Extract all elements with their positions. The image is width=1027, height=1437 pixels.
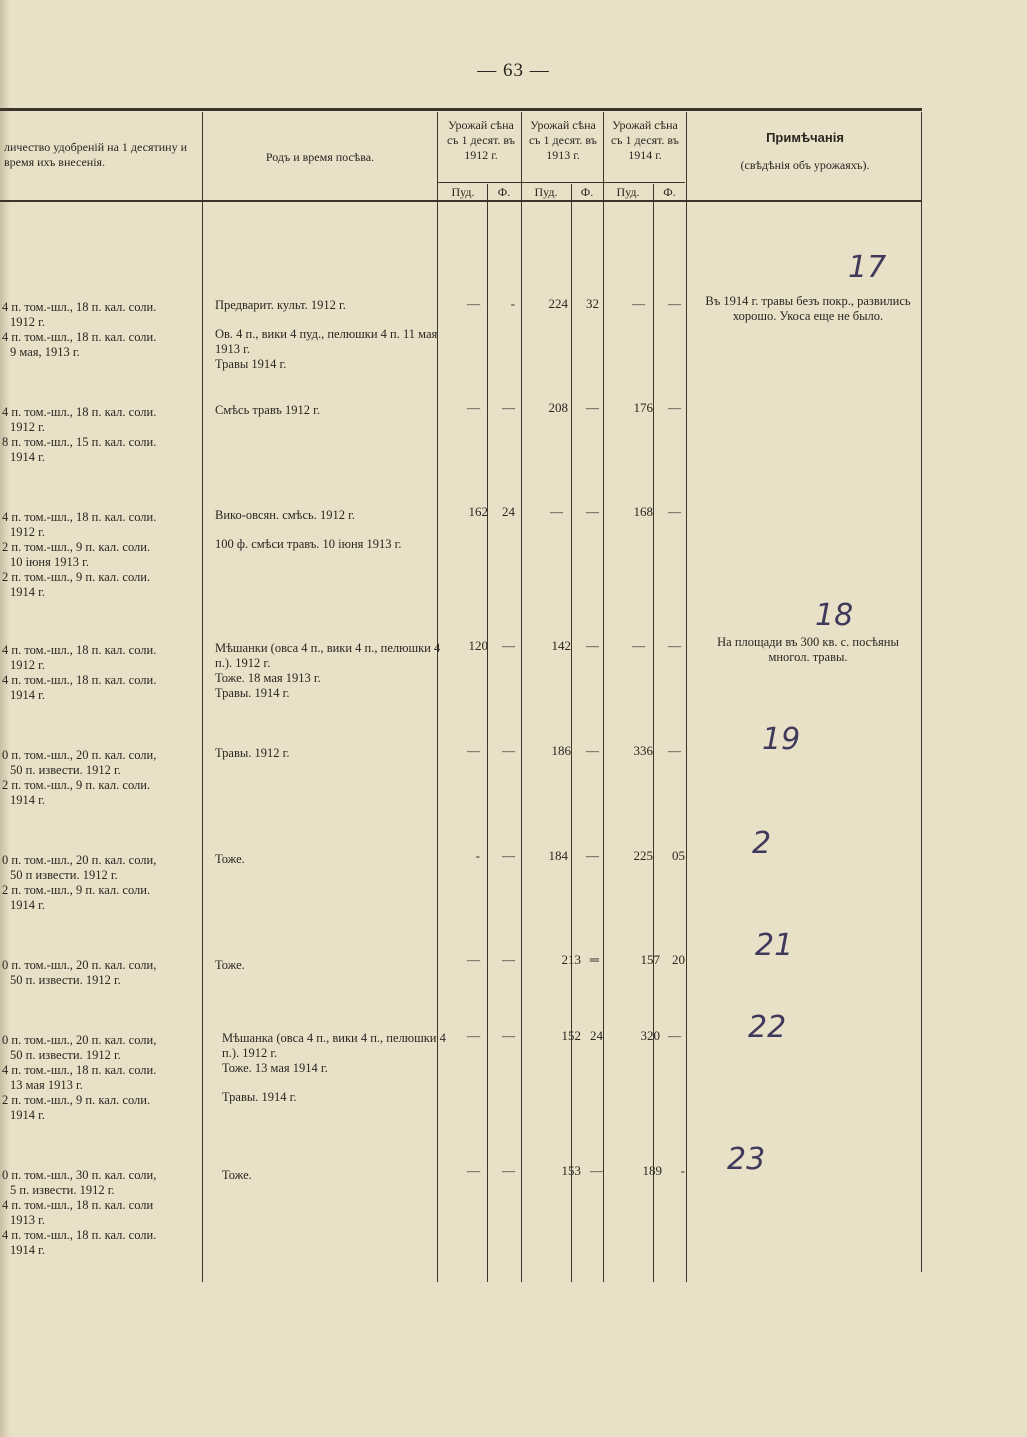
row-1-fert-line-2: 1912 г. — [10, 315, 45, 329]
row-7-y1913-pud: 213 — [561, 952, 581, 967]
row-6-sowing — [215, 852, 447, 867]
row-1-sowing — [215, 298, 447, 372]
row-9-fert-line-6: 1914 г. — [10, 1243, 45, 1257]
row-6-fert-line-1: 0 п. том.-шл., 20 п. кал. соли, — [2, 853, 157, 867]
row-7-sow-line-1: Тоже. — [215, 958, 245, 972]
row-2-fert-line-1: 4 п. том.-шл., 18 п. кал. соли. — [2, 405, 157, 419]
header-pud-1913: Пуд. — [534, 185, 558, 199]
row-9-y1914-pud: 189 — [642, 1163, 662, 1178]
row-1-note: Въ 1914 г. травы безъ покр., развились хорошо. Укоса еще не было. — [705, 294, 911, 323]
col-divider-4 — [603, 112, 604, 1282]
row-7-handwritten-number: 21 — [755, 928, 794, 963]
row-2-y1914-pud: 176 — [633, 400, 653, 415]
row-8-sow-line-1: Мѣшанка (овса 4 п., вики 4 п., пелюшки 4 п.). 1912 г. — [222, 1031, 446, 1060]
row-4-fert-line-2: 1912 г. — [10, 658, 45, 672]
row-6-handwritten-number: 2 — [752, 826, 772, 861]
row-1-handwritten-number: 17 — [848, 250, 887, 285]
row-8-y1913-funt: 24 — [590, 1028, 603, 1043]
row-3-y1914-funt: — — [668, 504, 681, 519]
row-6-y1914-pud: 225 — [633, 848, 653, 863]
row-4-y1913-pud: 142 — [551, 638, 571, 653]
row-8-y1914-funt: — — [668, 1028, 681, 1043]
row-4-fert-line-3: 4 п. том.-шл., 18 п. кал. соли. — [2, 673, 157, 687]
row-3-fert-line-1: 4 п. том.-шл., 18 п. кал. соли. — [2, 510, 157, 524]
row-5-fertilizer — [2, 748, 202, 808]
row-1-y1912-funt: - — [510, 296, 515, 311]
row-5-fert-line-4: 1914 г. — [10, 793, 45, 807]
row-8-fertilizer — [2, 1033, 202, 1123]
row-9-fert-line-4: 1913 г. — [10, 1213, 45, 1227]
row-5-y1914-pud: 336 — [633, 743, 653, 758]
row-2-y1913-pud: 208 — [548, 400, 568, 415]
header-sowing: Родъ и время посѣва. — [265, 150, 375, 164]
row-6-fert-line-2: 50 п извести. 1912 г. — [10, 868, 118, 882]
row-7-y1912-pud: — — [467, 952, 480, 967]
row-9-fert-line-3: 4 п. том.-шл., 18 п. кал. соли — [2, 1198, 154, 1212]
row-5-y1912-pud: — — [467, 743, 480, 758]
row-8-fert-line-1: 0 п. том.-шл., 20 п. кал. соли, — [2, 1033, 157, 1047]
row-7-y1913-funt: ═ — [589, 952, 599, 967]
row-7-y1914-funt: 20 — [672, 952, 685, 967]
row-2-fert-line-4: 1914 г. — [10, 450, 45, 464]
col-divider-right — [921, 112, 922, 1272]
sub-divider-1913 — [571, 184, 572, 1282]
header-pud-1912: Пуд. — [451, 185, 475, 199]
row-8-fert-line-6: 1914 г. — [10, 1108, 45, 1122]
row-5-sow-line-1: Травы. 1912 г. — [215, 746, 290, 760]
row-9-handwritten-number: 23 — [727, 1142, 766, 1177]
row-5-y1912-funt: — — [502, 743, 515, 758]
row-3-fert-line-5: 2 п. том.-шл., 9 п. кал. соли. — [2, 570, 151, 584]
row-3-y1913-funt: — — [586, 504, 599, 519]
row-6-fert-line-3: 2 п. том.-шл., 9 п. кал. соли. — [2, 883, 151, 897]
header-yield-1914: Урожай сѣна съ 1 десят. въ 1914 г. — [610, 118, 680, 162]
row-4-fert-line-1: 4 п. том.-шл., 18 п. кал. соли. — [2, 643, 157, 657]
row-4-sowing — [215, 641, 447, 701]
header-funt-1914: Ф. — [663, 185, 676, 199]
row-6-y1914-funt: 05 — [672, 848, 685, 863]
row-7-y1914-pud: 157 — [640, 952, 660, 967]
row-1-y1914-funt: — — [668, 296, 681, 311]
row-5-y1914-funt: — — [668, 743, 681, 758]
row-1-fert-line-3: 4 п. том.-шл., 18 п. кал. соли. — [2, 330, 157, 344]
row-3-fert-line-2: 1912 г. — [10, 525, 45, 539]
row-1-fert-line-1: 4 п. том.-шл., 18 п. кал. соли. — [2, 300, 157, 314]
row-4-note: На площади въ 300 кв. с. посѣяны многол. травы. — [717, 635, 899, 664]
row-8-y1912-funt: — — [502, 1028, 515, 1043]
row-3-sowing — [215, 508, 447, 552]
header-notes-sub: (свѣдѣнія объ урожаяхъ). — [740, 158, 870, 172]
row-5-handwritten-number: 19 — [762, 722, 801, 757]
header-funt-1912: Ф. — [497, 185, 511, 199]
row-3-y1912-pud: 162 — [468, 504, 488, 519]
row-1-fert-line-4: 9 мая, 1913 г. — [10, 345, 80, 359]
row-2-y1912-pud: — — [467, 400, 480, 415]
row-1-y1914-pud: — — [632, 296, 645, 311]
row-3-fert-line-6: 1914 г. — [10, 585, 45, 599]
header-fertilizer: личество удобреній на 1 десятину и время ихъ внесенія. — [4, 140, 188, 169]
row-1-sow-line-1: Предварит. культ. 1912 г. — [215, 298, 346, 312]
row-2-y1914-funt: — — [668, 400, 681, 415]
sub-divider-1914 — [653, 184, 654, 1282]
row-5-y1913-funt: — — [586, 743, 599, 758]
row-8-sowing — [222, 1031, 448, 1105]
row-9-y1914-funt: - — [680, 1163, 685, 1178]
row-9-fert-line-1: 0 п. том.-шл., 30 п. кал. соли, — [2, 1168, 157, 1182]
row-6-y1913-funt: — — [586, 848, 599, 863]
row-9-y1913-pud: 153 — [561, 1163, 581, 1178]
row-4-y1914-pud: — — [632, 638, 645, 653]
row-5-fert-line-1: 0 п. том.-шл., 20 п. кал. соли, — [2, 748, 157, 762]
row-3-sow-line-1: Вико-овсян. смѣсь. 1912 г. — [215, 508, 355, 522]
row-4-sow-line-3: Травы. 1914 г. — [215, 686, 290, 700]
row-8-fert-line-5: 2 п. том.-шл., 9 п. кал. соли. — [2, 1093, 151, 1107]
row-7-fert-line-1: 0 п. том.-шл., 20 п. кал. соли, — [2, 958, 157, 972]
row-6-sow-line-1: Тоже. — [215, 852, 245, 866]
row-3-y1913-pud: — — [550, 504, 563, 519]
row-8-handwritten-number: 22 — [748, 1010, 787, 1045]
row-9-y1913-funt: — — [590, 1163, 603, 1178]
row-6-y1912-funt: — — [502, 848, 515, 863]
row-4-y1912-funt: — — [502, 638, 515, 653]
row-6-fert-line-4: 1914 г. — [10, 898, 45, 912]
row-8-y1914-pud: 320 — [640, 1028, 660, 1043]
row-2-fertilizer — [2, 405, 202, 465]
row-2-fert-line-2: 1912 г. — [10, 420, 45, 434]
row-1-fertilizer — [2, 300, 202, 360]
row-2-y1912-funt: — — [502, 400, 515, 415]
row-7-sowing — [215, 958, 447, 973]
row-2-fert-line-3: 8 п. том.-шл., 15 п. кал. соли. — [2, 435, 157, 449]
row-1-y1913-funt: 32 — [586, 296, 599, 311]
row-3-fertilizer — [2, 510, 202, 600]
row-8-fert-line-3: 4 п. том.-шл., 18 п. кал. соли. — [2, 1063, 157, 1077]
row-4-sow-line-1: Мѣшанки (овса 4 п., вики 4 п., пелюшки 4 п.). 1912 г. — [215, 641, 441, 670]
row-8-sow-line-2: Тоже. 13 мая 1914 г. — [222, 1061, 328, 1075]
row-9-fert-line-2: 5 п. извести. 1912 г. — [10, 1183, 115, 1197]
row-5-fert-line-3: 2 п. том.-шл., 9 п. кал. соли. — [2, 778, 151, 792]
sub-divider-1912 — [487, 184, 488, 1282]
row-5-fert-line-2: 50 п. извести. 1912 г. — [10, 763, 121, 777]
row-4-sow-line-2: Тоже. 18 мая 1913 г. — [215, 671, 321, 685]
header-notes-title: Примѣчанія — [766, 130, 844, 145]
col-divider-5 — [686, 112, 687, 1282]
row-8-y1912-pud: — — [467, 1028, 480, 1043]
row-2-sowing — [215, 403, 447, 418]
row-9-y1912-funt: — — [502, 1163, 515, 1178]
header-pud-1914: Пуд. — [616, 185, 640, 199]
row-3-fert-line-4: 10 іюня 1913 г. — [10, 555, 89, 569]
row-1-y1912-pud: — — [467, 296, 480, 311]
row-1-sow-line-2: Ов. 4 п., вики 4 пуд., пелюшки 4 п. 11 мая 1913 г. — [215, 327, 438, 356]
row-6-fertilizer — [2, 853, 202, 913]
row-6-y1912-pud: - — [475, 848, 480, 863]
row-9-fert-line-5: 4 п. том.-шл., 18 п. кал. соли. — [2, 1228, 157, 1242]
subheader-rule — [437, 182, 685, 183]
row-9-sowing — [222, 1168, 454, 1183]
col-divider-3 — [521, 112, 522, 1282]
row-8-sow-line-3: Травы. 1914 г. — [222, 1090, 297, 1104]
row-3-y1914-pud: 168 — [633, 504, 653, 519]
row-8-y1913-pud: 152 — [561, 1028, 581, 1043]
row-8-fert-line-2: 50 п. извести. 1912 г. — [10, 1048, 121, 1062]
row-9-sow-line-1: Тоже. — [222, 1168, 252, 1182]
row-3-y1912-funt: 24 — [502, 504, 515, 519]
header-top-rule — [0, 108, 922, 111]
row-9-y1912-pud: — — [467, 1163, 480, 1178]
row-4-fert-line-4: 1914 г. — [10, 688, 45, 702]
row-7-fert-line-2: 50 п. извести. 1912 г. — [10, 973, 121, 987]
row-7-y1912-funt: — — [502, 952, 515, 967]
row-8-fert-line-4: 13 мая 1913 г. — [10, 1078, 83, 1092]
header-bottom-rule — [0, 200, 922, 202]
row-2-sow-line-1: Смѣсь травъ 1912 г. — [215, 403, 320, 417]
header-funt-1913: Ф. — [580, 185, 594, 199]
header-yield-1913: Урожай сѣна съ 1 десят. въ 1913 г. — [528, 118, 598, 162]
row-1-sow-line-3: Травы 1914 г. — [215, 357, 287, 371]
row-5-sowing — [215, 746, 447, 761]
row-3-fert-line-3: 2 п. том.-шл., 9 п. кал. соли. — [2, 540, 151, 554]
row-4-y1914-funt: — — [668, 638, 681, 653]
row-7-fertilizer — [2, 958, 202, 988]
col-divider-1 — [202, 112, 203, 1282]
row-3-sow-line-2: 100 ф. смѣси травъ. 10 іюня 1913 г. — [215, 537, 402, 551]
row-1-y1913-pud: 224 — [548, 296, 568, 311]
row-4-y1913-funt: — — [586, 638, 599, 653]
row-4-handwritten-number: 18 — [815, 598, 854, 633]
row-5-y1913-pud: 186 — [551, 743, 571, 758]
row-4-y1912-pud: 120 — [468, 638, 488, 653]
row-4-fertilizer — [2, 643, 202, 703]
header-yield-1912: Урожай сѣна съ 1 десят. въ 1912 г. — [446, 118, 516, 162]
row-2-y1913-funt: — — [586, 400, 599, 415]
page-number: — 63 — — [477, 60, 550, 81]
row-9-fertilizer — [2, 1168, 202, 1258]
row-6-y1913-pud: 184 — [548, 848, 568, 863]
